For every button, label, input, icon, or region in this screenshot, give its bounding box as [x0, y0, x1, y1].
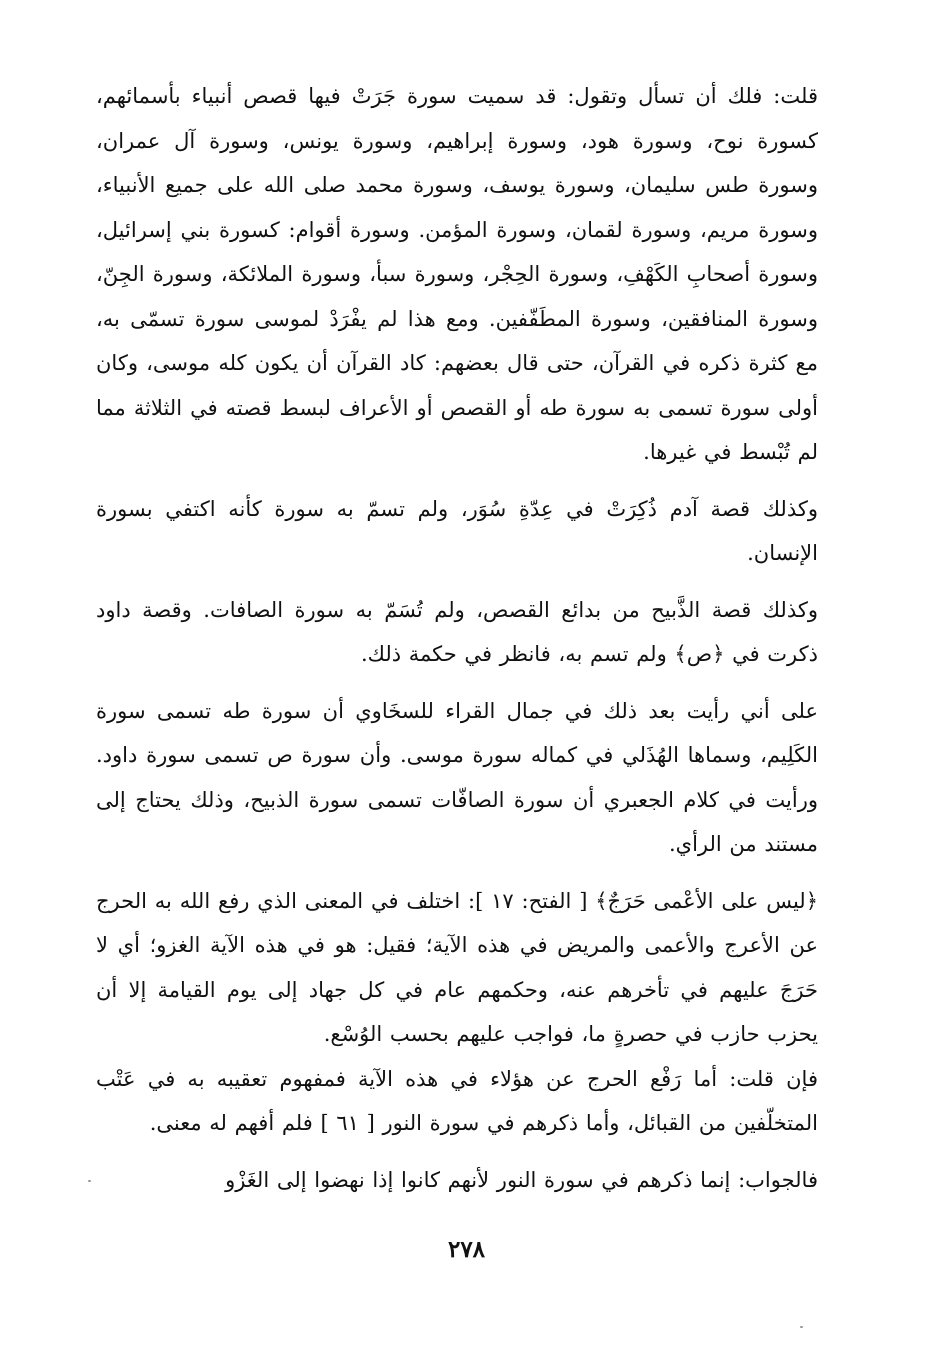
paragraph-6: فإن قلت: أما رَفْع الحرج عن هؤلاء في هذه الآية فمفهوم تعقيبه به في عَتْب المتخلّفين من القبائل، وأما ذكرهم في سورة النور [ ٦١ ] فلم أفهم له معنى.	[96, 1066, 818, 1135]
paragraph-7: فالجواب: إنما ذكرهم في سورة النور لأنهم كانوا إذا نهضوا إلى الغَزْو	[225, 1167, 818, 1192]
scan-speck	[88, 1180, 91, 1182]
page-body	[96, 74, 818, 1202]
page-number: ٢٧٨	[447, 1236, 486, 1263]
paragraph-4: على أني رأيت بعد ذلك في جمال القراء للسخَاوي أن سورة طه تسمى سورة الكَلِيم، وسماها الهُذَلي في كماله سورة موسى. وأن سورة ص تسمى سورة داود. ورأيت في كلام الجعبري أن سورة الصافّات تسمى سورة الذبيح، وذلك يحتاج إلى مستند من الرأي.	[96, 698, 818, 856]
paragraph-5: ﴿ليس على الأعْمى حَرَجٌ﴾ [ الفتح: ١٧ ]: اختلف في المعنى الذي رفع الله به الحرج عن الأعرج والأعمى والمريض في هذه الآية؛ فقيل: هو في هذه الآية الغزو؛ أي لا حَرَجَ عليهم في تأخرهم عنه، وحكمهم عام في كل جهاد إلى يوم القيامة إلا أن يحزب حازب في حصرةٍ ما، فواجب عليهم بحسب الوُسْع.	[96, 888, 819, 1046]
scan-speck	[800, 1326, 803, 1328]
paragraph-2: وكذلك قصة آدم ذُكِرَتْ في عِدّةِ سُوَر، ولم تسمّ به سورة كأنه اكتفي بسورة الإنسان.	[96, 496, 818, 565]
paragraph-1: قلت: فلك أن تسأل وتقول: قد سميت سورة جَرَتْ فيها قصص أنبياء بأسمائهم، كسورة نوح، وسورة هود، وسورة إبراهيم، وسورة يونس، وسورة آل عمران، وسورة طس سليمان، وسورة يوسف، وسورة محمد صلى الله على جميع الأنبياء، وسورة مريم، وسورة لقمان، وسورة المؤمن. وسورة أقوام: كسورة بني إسرائيل، وسورة أصحابِ الكَهْفِ، وسورة الحِجْر، وسورة سبأ، وسورة الملائكة، وسورة الجِنّ، وسورة المنافقين، وسورة المطَفّفين. ومع هذا لم يفْرَدْ لموسى سورة تسمّى به، مع كثرة ذكره في القرآن، حتى قال بعضهم: كاد القرآن أن يكون كله موسى، وكان أولى سورة تسمى به سورة طه أو القصص أو الأعراف لبسط قصته في الثلاثة مما لم تُبْسط في غيرها.	[96, 84, 818, 464]
paragraph-3: وكذلك قصة الذَّبيح من بدائع القصص، ولم تُسَمّ به سورة الصافات. وقصة داود ذكرت في ﴿ص﴾ ولم تسم به، فانظر في حكمة ذلك.	[96, 597, 818, 666]
